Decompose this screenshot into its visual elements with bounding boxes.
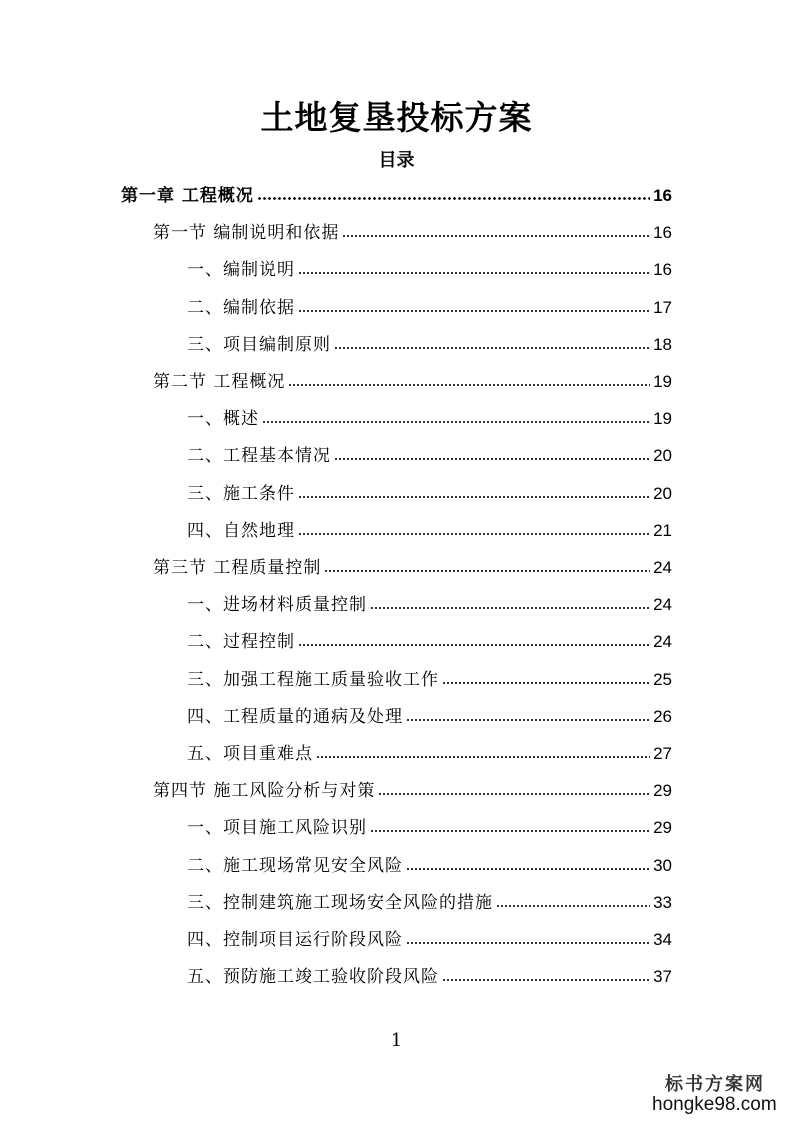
toc-entry-page: 16 (653, 186, 672, 205)
toc-entry[interactable] (187, 622, 672, 652)
toc-entry-label: 第一章 工程概况 (121, 186, 254, 206)
toc-entry-page: 17 (653, 297, 672, 317)
toc-dot-leader (298, 272, 650, 274)
toc-entry-label: 第一节 编制说明和依据 (153, 223, 340, 244)
toc-entry[interactable] (187, 734, 672, 764)
toc-entry-page: 24 (653, 595, 672, 615)
toc-entry-page: 16 (653, 223, 672, 243)
toc-entry-page: 33 (653, 892, 672, 912)
toc-entry-page: 18 (653, 334, 672, 354)
toc-entry[interactable] (187, 511, 672, 541)
toc-entry-label: 一、概述 (187, 409, 259, 430)
document-title: 土地复垦投标方案 (260, 98, 533, 137)
page-number: 1 (390, 1030, 403, 1051)
toc-dot-leader (324, 570, 650, 572)
toc-entry[interactable] (121, 176, 672, 206)
toc-entry-label: 三、项目编制原则 (187, 334, 331, 355)
toc-dot-leader (298, 644, 650, 646)
toc-dot-leader (442, 979, 650, 981)
toc-entry-label: 一、项目施工风险识别 (187, 818, 367, 839)
toc-entry-page: 24 (653, 558, 672, 577)
toc-entry-page: 20 (653, 483, 672, 503)
toc-entry-label: 二、施工现场常见安全风险 (187, 855, 403, 876)
toc-entry[interactable] (187, 697, 672, 727)
toc-entry-label: 四、工程质量的通病及处理 (187, 706, 403, 727)
toc-entry[interactable] (187, 808, 672, 838)
toc-entry-page: 19 (653, 409, 672, 429)
toc-entry[interactable] (153, 213, 672, 243)
toc-entry[interactable] (187, 288, 672, 318)
toc-dot-leader (342, 235, 650, 237)
toc-entry[interactable] (187, 957, 672, 987)
toc-dot-leader (370, 830, 650, 832)
toc-dot-leader (370, 607, 650, 609)
toc-dot-leader (378, 793, 650, 795)
toc-entry-label: 二、编制依据 (187, 297, 295, 318)
toc-entry[interactable] (187, 250, 672, 280)
toc-dot-leader (298, 533, 650, 535)
toc-entry-label: 一、编制说明 (187, 260, 295, 281)
toc-entry[interactable] (187, 920, 672, 950)
toc-entry-page: 21 (653, 520, 672, 540)
toc-dot-leader (406, 719, 650, 721)
toc-entry-page: 27 (653, 744, 672, 763)
toc-dot-leader (316, 756, 650, 758)
toc-entry[interactable] (187, 585, 672, 615)
toc-dot-leader (298, 310, 650, 312)
toc-entry[interactable] (187, 399, 672, 429)
toc-entry-page: 30 (653, 855, 672, 875)
toc-heading: 目录 (378, 150, 415, 171)
toc-entry-label: 四、控制项目运行阶段风险 (187, 930, 403, 950)
toc-entry-label: 第二节 工程概况 (153, 372, 286, 392)
toc-entry[interactable] (187, 325, 672, 355)
toc-entry[interactable] (153, 362, 672, 392)
toc-entry-label: 五、预防施工竣工验收阶段风险 (187, 967, 439, 988)
toc-entry-label: 三、施工条件 (187, 483, 295, 504)
toc-entry[interactable] (187, 436, 672, 466)
toc-entry[interactable] (187, 846, 672, 876)
toc-entry-label: 三、加强工程施工质量验收工作 (187, 669, 439, 690)
toc-dot-leader (406, 868, 650, 870)
toc-dot-leader (334, 458, 650, 460)
toc-entry-page: 26 (653, 706, 672, 726)
toc-dot-leader (298, 496, 650, 498)
toc-entry[interactable] (153, 771, 672, 801)
toc-entry-label: 第四节 施工风险分析与对策 (153, 781, 376, 802)
toc-entry-page: 37 (653, 967, 672, 987)
toc-entry-label: 二、过程控制 (187, 632, 295, 653)
toc-entry[interactable] (187, 883, 672, 913)
toc-entry-page: 20 (653, 446, 672, 466)
watermark-text: 标书方案网 (665, 1074, 765, 1095)
watermark-url: hongke98.com (652, 1094, 777, 1115)
toc-entry-page: 29 (653, 781, 672, 801)
toc-dot-leader (262, 421, 650, 423)
toc-dot-leader (334, 347, 650, 349)
toc-entry[interactable] (187, 660, 672, 690)
toc-dot-leader (257, 197, 650, 200)
toc-entry-page: 29 (653, 818, 672, 838)
toc-entry-page: 19 (653, 372, 672, 391)
toc-entry-page: 24 (653, 632, 672, 652)
toc-entry-page: 16 (653, 260, 672, 280)
toc-dot-leader (288, 384, 650, 386)
toc-dot-leader (406, 942, 650, 944)
toc-entry-label: 一、进场材料质量控制 (187, 595, 367, 616)
toc-entry-page: 25 (653, 669, 672, 689)
toc-entry-label: 四、自然地理 (187, 520, 295, 541)
toc-dot-leader (496, 905, 650, 907)
toc-entry-label: 第三节 工程质量控制 (153, 558, 322, 578)
toc-dot-leader (442, 682, 650, 684)
toc-entry[interactable] (153, 548, 672, 578)
toc-entry[interactable] (187, 474, 672, 504)
toc-entry-label: 五、项目重难点 (187, 744, 313, 764)
toc-entry-page: 34 (653, 930, 672, 949)
toc-entry-label: 三、控制建筑施工现场安全风险的措施 (187, 892, 493, 913)
toc-entry-label: 二、工程基本情况 (187, 446, 331, 467)
